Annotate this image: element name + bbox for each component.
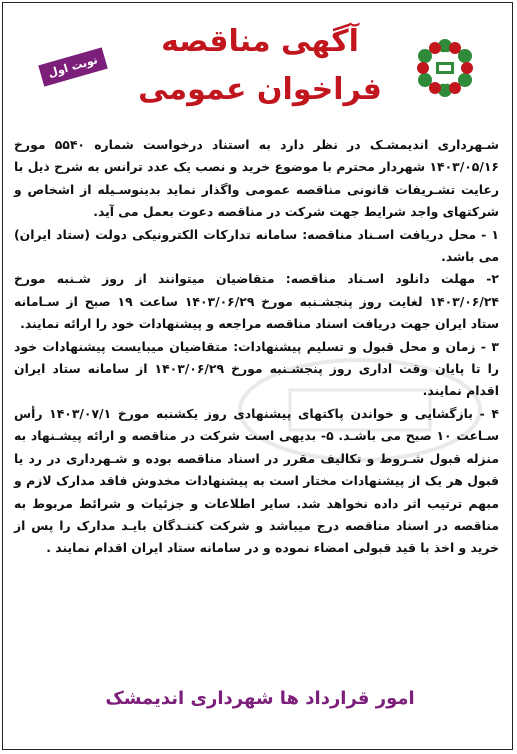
header bbox=[0, 0, 517, 130]
edition-badge: نوبت اول bbox=[38, 47, 108, 86]
item-3: ۳ - زمان و محل قبول و تسلیم پیشنهادات: متقاضیان میبایست پیشنهادات خود را تا پایان وقت اداری روز پنجشـنبه مورخ ۱۴۰۳/۰۶/۲۹ از سامانه ستاد ایران اقدام نمایند. bbox=[14, 338, 499, 399]
issuer-signature: امور قرارداد ها شهرداری اندیمشک bbox=[105, 688, 415, 709]
item-1: ۱ - محل دریافت اسـناد مناقصه: سامانه تدارکات الکترونیکی دولت (ستاد ایران) می باشد. bbox=[14, 226, 499, 265]
notice-subtitle: فراخوان عمومی bbox=[138, 72, 382, 107]
notice-title: آگهی مناقصه bbox=[161, 24, 359, 59]
intro-paragraph: شـهرداری اندیمشـک در نظر دارد به استناد درخواست شماره ۵۵۴۰ مورخ ۱۴۰۳/۰۵/۱۶ شهردار محترم با موضوع خرید و نصب یک عدد ترانس به شرح ذیل با رعایت تشـریفات قانونی مناقصه عمومی واگذار نماید بدینوسـیله از اشخاص و شرکتهای واجد شرایط جهت شرکت در مناقصه دعوت بعمل می آید. bbox=[14, 137, 499, 220]
municipality-emblem-icon bbox=[415, 38, 475, 98]
item-2: ۲- مهلت دانلود اسـناد مناقصه: متقاضیان میتوانند از روز شـنبه مورخ ۱۴۰۳/۰۶/۲۴ لغایت روز پنجشـنبه مورخ ۱۴۰۳/۰۶/۲۹ ساعت ۱۹ صبح از سـامانه ستاد ایران جهت دریافت اسناد مناقصه مراجعه و پیشنهادات خود را ارائه نمایند. bbox=[14, 271, 499, 332]
notice-body bbox=[14, 134, 499, 560]
item-4: ۴ - بازگشایی و خواندن پاکتهای پیشنهادی روز یکشنبه مورخ ۱۴۰۳/۰۷/۱ رأس سـاعت ۱۰ صبح می باشـد. ۵- بدیهی است شرکت در مناقصه و ارائه پیشـنهاد به منزله قبول شـروط و تکالیف مقرر در اسناد مناقصه بوده و شـهرداری در رد یا قبول هر یک از پیشنهادات مختار است به پیشنهادات مخدوش فاقد مدارک لازم و مبهم ترتیب اثر داده نخواهد شد. سایر اطلاعات و جزئیات و شرائط مربوط به مناقصه در اسناد مناقصه درج میباشد و شرکت کننـدگان بایـد مدارک را پس از خرید و اخذ با قید قبولی امضاء نموده و در سامانه ستاد ایران اقدام نمایند . bbox=[14, 405, 500, 556]
